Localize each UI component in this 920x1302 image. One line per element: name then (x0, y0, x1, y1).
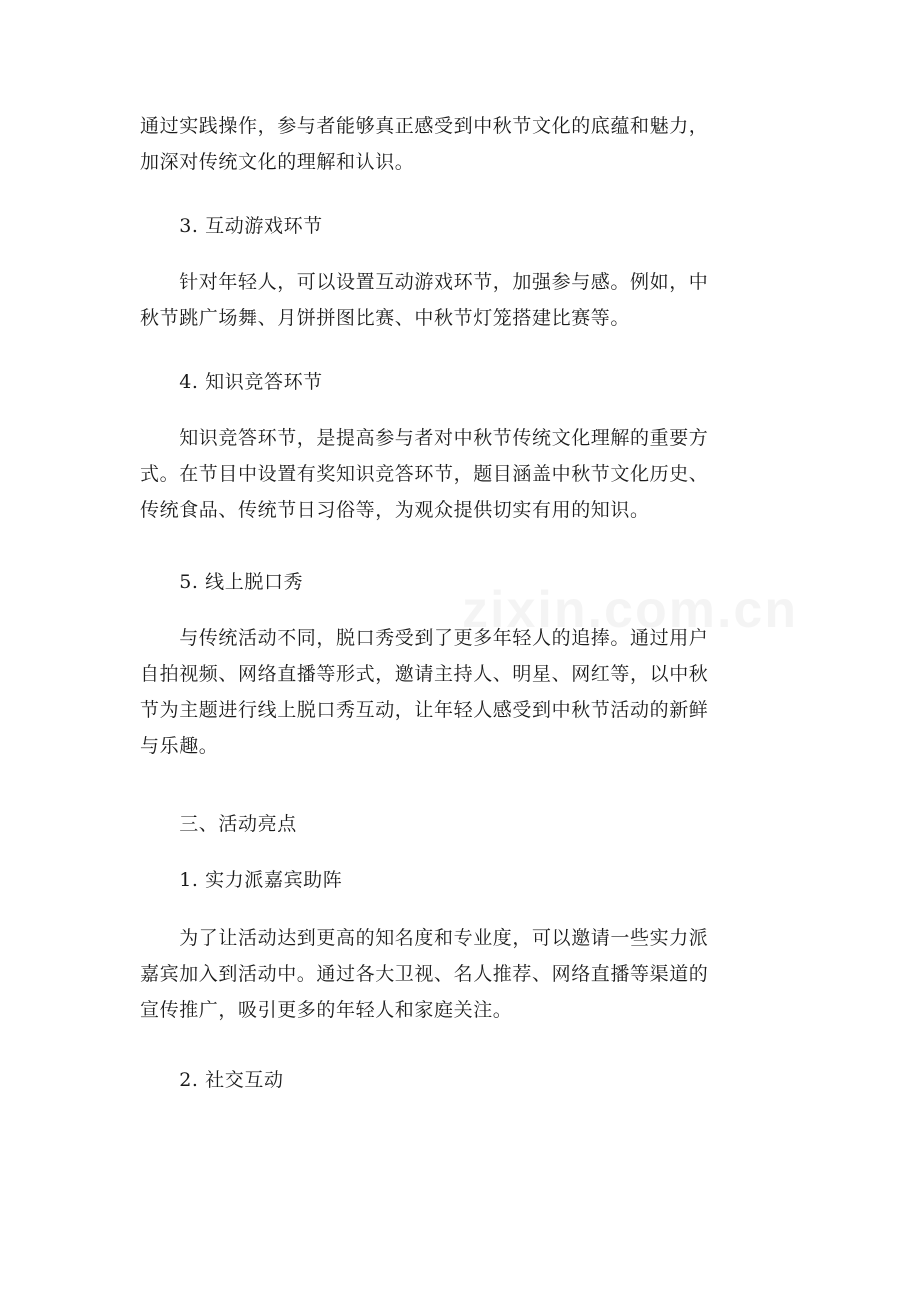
text-line: 嘉宾加入到活动中。通过各大卫视、名人推荐、网络直播等渠道的 (140, 963, 709, 985)
paragraph-quiz (140, 420, 770, 528)
text-line: 针对年轻人，可以设置互动游戏环节，加强参与感。例如，中 (140, 271, 709, 293)
paragraph-guests (140, 920, 770, 1028)
text-line: 为了让活动达到更高的知名度和专业度，可以邀请一些实力派 (140, 927, 709, 949)
text-line: 与乐趣。 (140, 735, 219, 757)
text-line: 传统食品、传统节日习俗等，为观众提供切实有用的知识。 (140, 499, 650, 521)
heading-text: 2. 社交互动 (140, 1069, 284, 1091)
heading-text: 4. 知识竞答环节 (140, 371, 323, 393)
heading-talk-show (140, 564, 770, 600)
heading-interactive-games (140, 208, 770, 244)
text-line: 式。在节目中设置有奖知识竞答环节，题目涵盖中秋节文化历史、 (140, 463, 709, 485)
text-line: 知识竞答环节，是提高参与者对中秋节传统文化理解的重要方 (140, 427, 709, 449)
heading-quiz (140, 364, 770, 400)
heading-text: 3. 互动游戏环节 (140, 215, 323, 237)
paragraph-talk-show (140, 620, 770, 764)
section-highlights (140, 806, 770, 842)
text-line: 自拍视频、网络直播等形式，邀请主持人、明星、网红等，以中秋 (140, 663, 709, 685)
heading-text: 5. 线上脱口秀 (140, 571, 304, 593)
text-line: 秋节跳广场舞、月饼拼图比赛、中秋节灯笼搭建比赛等。 (140, 307, 631, 329)
section-title: 三、活动亮点 (140, 813, 297, 835)
heading-social (140, 1062, 770, 1098)
text-line: 与传统活动不同，脱口秀受到了更多年轻人的追捧。通过用户 (140, 627, 709, 649)
text-line: 节为主题进行线上脱口秀互动，让年轻人感受到中秋节活动的新鲜 (140, 699, 709, 721)
heading-guests (140, 862, 770, 898)
paragraph-practice (140, 108, 770, 180)
heading-text: 1. 实力派嘉宾助阵 (140, 869, 343, 891)
text-line: 加深对传统文化的理解和认识。 (140, 151, 415, 173)
text-line: 通过实践操作，参与者能够真正感受到中秋节文化的底蕴和魅力， (140, 115, 709, 137)
watermark: zixin.com.cn (462, 581, 799, 639)
text-line: 宣传推广，吸引更多的年轻人和家庭关注。 (140, 999, 513, 1021)
paragraph-games (140, 264, 770, 336)
